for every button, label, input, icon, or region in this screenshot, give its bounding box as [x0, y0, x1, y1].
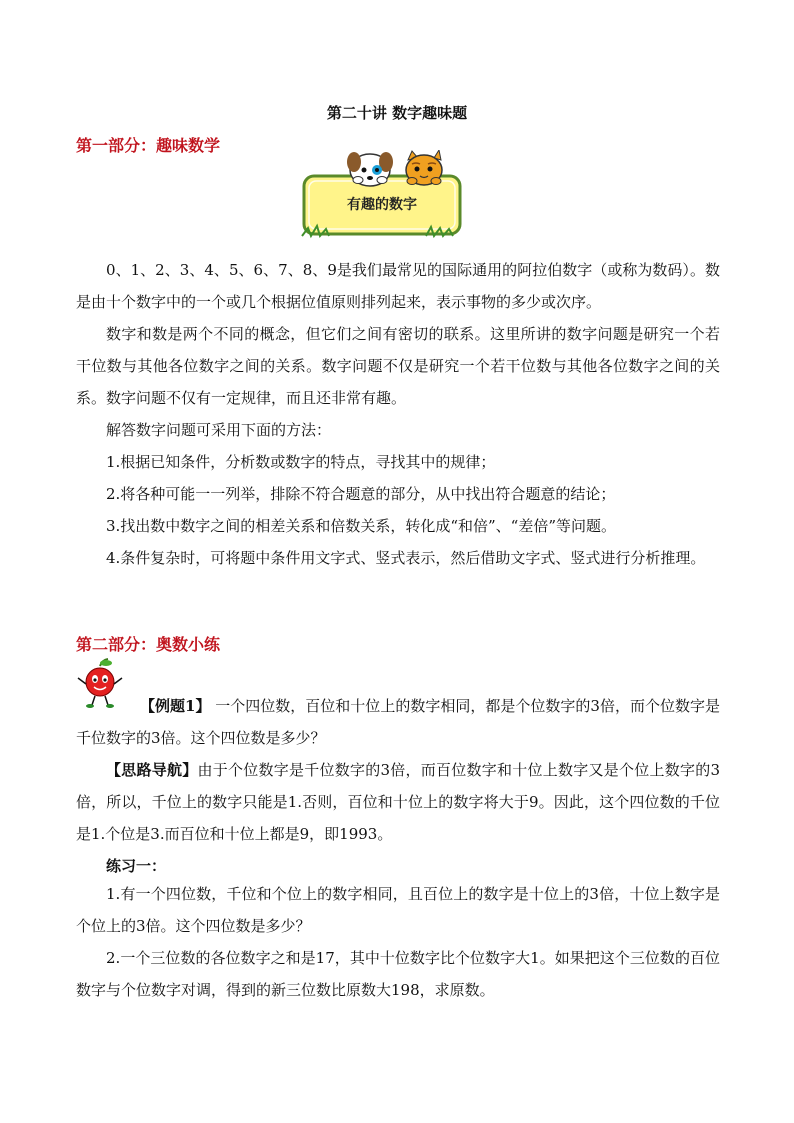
method-item: 3.找出数中数字之间的相差关系和倍数关系，转化成“和倍”、“差倍”等问题。: [106, 517, 616, 535]
hint-text: 由于个位数字是千位数字的3倍，而百位数字和十位上数字又是个位上数字的3倍，所以，千位上的数字只能是1.否则，百位和十位上的数字将大于9。因此，这个四位数的千位是1.个位是3.而百位和十位上都是9，即1993。: [76, 761, 720, 843]
practice-label: 练习一：: [106, 857, 167, 875]
example-label: 【例题1】: [140, 697, 211, 715]
section-heading-part1: 第一部分：趣味数学: [76, 136, 221, 155]
practice-question: 2.一个三位数的各位数字之和是17，其中十位数字比个位数字大1。如果把这个三位数的百位数字与个位数字对调，得到的新三位数比原数大198，求原数。: [76, 949, 720, 999]
fun-numbers-illustration: [296, 150, 468, 240]
hint-label: 【思路导航】: [106, 761, 198, 779]
example-1: [76, 690, 720, 754]
badge-text: 有趣的数字: [347, 197, 417, 213]
paragraph: 0、1、2、3、4、5、6、7、8、9是我们最常见的国际通用的阿拉伯数字（或称为数码）。数是由十个数字中的一个或几个根据位值原则排列起来，表示事物的多少或次序。: [76, 261, 720, 311]
paragraph: 解答数字问题可采用下面的方法：: [106, 421, 332, 439]
page-title: 第二十讲 数字趣味题: [326, 104, 468, 122]
solution-hint: [76, 754, 720, 850]
method-item: 4.条件复杂时，可将题中条件用文字式、竖式表示，然后借助文字式、竖式进行分析推理。: [106, 549, 706, 567]
method-item: 1.根据已知条件，分析数或数字的特点，寻找其中的规律；: [106, 453, 496, 471]
paragraph: 数字和数是两个不同的概念，但它们之间有密切的联系。这里所讲的数字问题是研究一个若干位数与其他各位数字之间的关系。数字问题不仅是研究一个若干位数与其他各位数字之间的关系。数字问题不仅有一定规律，而且还非常有趣。: [76, 325, 720, 407]
method-item: 2.将各种可能一一列举，排除不符合题意的部分，从中找出符合题意的结论；: [106, 485, 616, 503]
practice-question: 1.有一个四位数，千位和个位上的数字相同，且百位上的数字是十位上的3倍，十位上数字是个位上的3倍。这个四位数是多少？: [76, 885, 720, 935]
example-text: 一个四位数，百位和十位上的数字相同，都是个位数字的3倍，而个位数字是千位数字的3倍。这个四位数是多少？: [76, 697, 720, 747]
section-heading-part2: 第二部分：奥数小练: [76, 635, 221, 654]
